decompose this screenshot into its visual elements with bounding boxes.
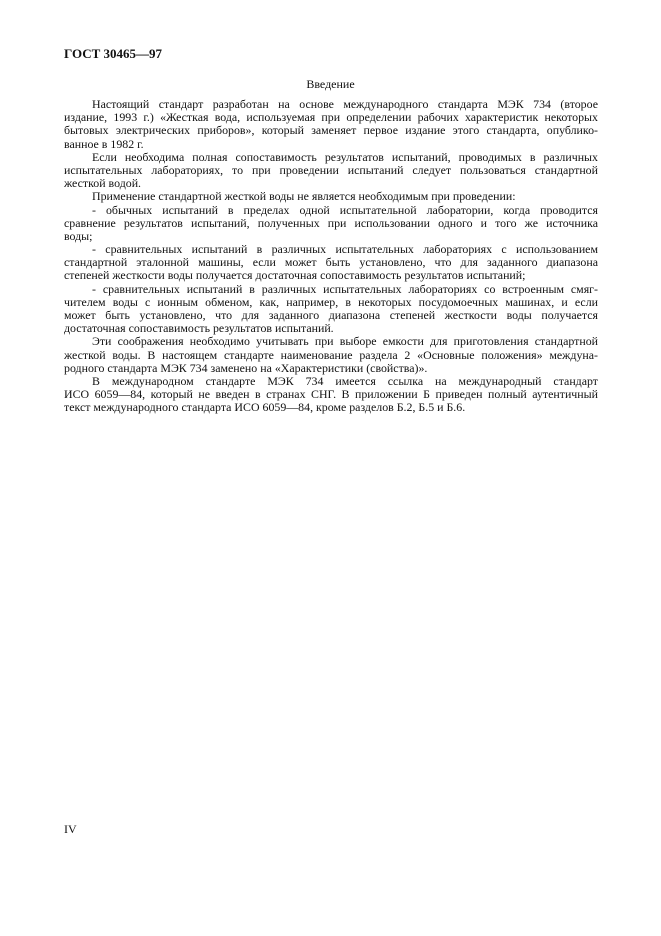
text-line: воды; (64, 228, 93, 243)
text-line: - сравнительных испытаний в различных испытательных лабораториях с использованием (92, 242, 598, 257)
page-number: IV (64, 822, 77, 836)
paragraph (64, 375, 598, 415)
text-line: - сравнительных испытаний в различных испытательных лабораториях со встроенным смяг- (92, 281, 598, 296)
text-line: В международном стандарте МЭК 734 имеется ссылка на международный стандарт (92, 373, 598, 388)
text-line: испытательных лабораториях, то при проведении испытаний следует пользоваться стандартной (64, 162, 598, 177)
paragraph (64, 98, 598, 151)
text-line: может быть установлено, что для заданного диапазона степеней жесткости воды получается (64, 308, 598, 322)
text-line: Эти соображения необходимо учитывать при выборе емкости для приготовления стандартной (92, 334, 598, 349)
text-line: Если необходима полная сопоставимость результатов испытаний, проводимых в различных (92, 149, 598, 164)
text-line: текст международного стандарта ИСО 6059—84, кроме разделов Б.2, Б.5 и Б.6. (64, 400, 466, 415)
paragraph (64, 283, 598, 336)
paragraph (64, 243, 598, 283)
paragraph (64, 204, 598, 244)
text-line: - обычных испытаний в пределах одной испытательной лаборатории, когда проводится (92, 202, 598, 217)
paragraph (64, 190, 598, 203)
text-line: ванное в 1982 г. (64, 136, 144, 151)
text-line: издание, 1993 г.) «Жесткая вода, используемая при определении рабочих характеристик некоторых (64, 110, 598, 125)
text-line: сравнение результатов испытаний, полученных при использовании одного и того же источника (64, 215, 598, 230)
text-line: стандартной эталонной машины, если может быть установлено, что для заданного диапазона (64, 255, 598, 270)
text-line: ИСО 6059—84, который не введен в странах СНГ. В приложении Б приведен полный аутентичный (64, 387, 598, 402)
text-line: Настоящий стандарт разработан на основе международного стандарта МЭК 734 (второе (92, 97, 598, 111)
paragraph (64, 151, 598, 191)
section-title: Введение (306, 77, 355, 91)
text-line: Применение стандартной жесткой воды не является необходимым при проведении: (92, 189, 516, 204)
text-line: жесткой водой. (64, 176, 142, 191)
text-line: бытовых электрических приборов», который заменяет первое издание этого стандарта, опублико- (64, 123, 598, 138)
text-line: достаточная сопоставимость результатов испытаний. (64, 321, 334, 336)
text-line: родного стандарта МЭК 734 заменено на «Характеристики (свойства)». (64, 360, 428, 375)
paragraph (64, 335, 598, 375)
text-line: жесткой воды. В настоящем стандарте наименование раздела 2 «Основные положения» междуна- (64, 347, 598, 362)
text-line: степеней жесткости воды получается достаточная сопоставимость результатов испытаний; (64, 268, 526, 283)
text-line: чителем воды с ионным обменом, как, например, в некоторых посудомоечных машинах, и если (64, 294, 598, 309)
document-body (64, 98, 598, 415)
document-header: ГОСТ 30465—97 (64, 46, 163, 61)
